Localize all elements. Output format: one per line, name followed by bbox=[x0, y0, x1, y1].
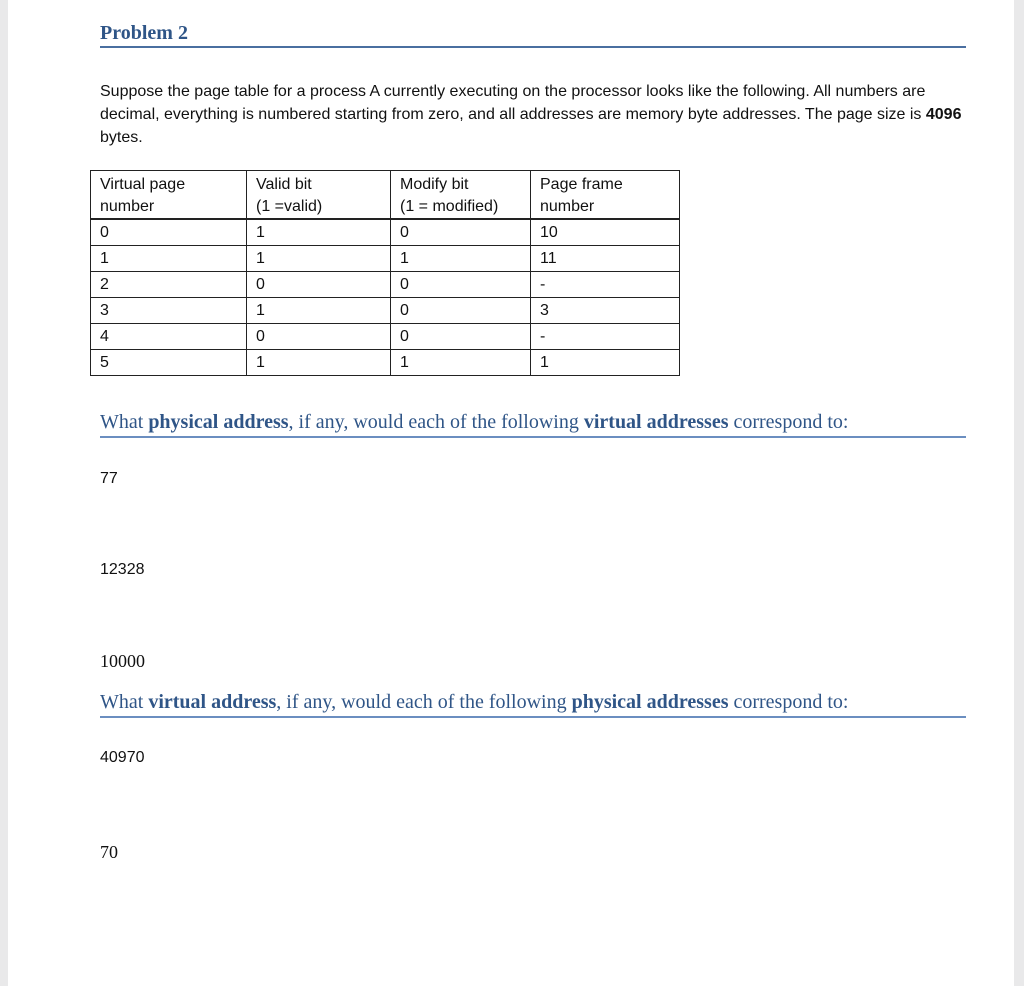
page-size-value: 4096 bbox=[925, 106, 962, 123]
table-cell: 1 bbox=[391, 246, 531, 272]
document-page bbox=[8, 0, 1014, 986]
table-cell: 0 bbox=[391, 324, 531, 350]
table-row bbox=[91, 246, 680, 272]
physical-address-2: 70 bbox=[100, 842, 118, 862]
table-cell: 0 bbox=[391, 219, 531, 246]
problem-heading bbox=[100, 22, 966, 48]
intro-text-1: Suppose the page table for a process A currently executing on the processor looks like the following. All numbers are decimal, everything is numbered starting from zero, and all addresses are memory byte addresses. The page size is bbox=[100, 83, 926, 123]
virtual-address-3: 10000 bbox=[100, 651, 145, 671]
intro-text-2: bytes. bbox=[100, 129, 143, 146]
virtual-address-2: 12328 bbox=[100, 561, 145, 578]
header-valid-bit: Valid bit (1 =valid) bbox=[247, 171, 391, 220]
table-cell: 1 bbox=[247, 246, 391, 272]
table-cell: 1 bbox=[391, 350, 531, 376]
table-row bbox=[91, 219, 680, 246]
table-cell: 0 bbox=[91, 219, 247, 246]
virtual-address-1: 77 bbox=[100, 470, 118, 487]
table-cell: 0 bbox=[391, 272, 531, 298]
table-cell: 1 bbox=[247, 350, 391, 376]
table-cell: - bbox=[531, 324, 680, 350]
header-page-frame: Page frame number bbox=[531, 171, 680, 220]
table-cell: 10 bbox=[531, 219, 680, 246]
table-cell: 1 bbox=[247, 298, 391, 324]
table-cell: 5 bbox=[91, 350, 247, 376]
table-cell: 2 bbox=[91, 272, 247, 298]
table-cell: - bbox=[531, 272, 680, 298]
table-cell: 11 bbox=[531, 246, 680, 272]
table-cell: 0 bbox=[247, 272, 391, 298]
table-cell: 0 bbox=[247, 324, 391, 350]
table-row bbox=[91, 272, 680, 298]
table-cell: 3 bbox=[531, 298, 680, 324]
table-header-row bbox=[91, 171, 680, 220]
question-virtual-address: What virtual address, if any, would each of the following physical addresses correspond to: bbox=[100, 690, 966, 718]
table-row bbox=[91, 324, 680, 350]
table-cell: 4 bbox=[91, 324, 247, 350]
header-virtual-page: Virtual page number bbox=[91, 171, 247, 220]
table-row bbox=[91, 350, 680, 376]
page-table bbox=[90, 170, 680, 376]
problem-title: Problem 2 bbox=[100, 22, 188, 44]
table-cell: 1 bbox=[247, 219, 391, 246]
physical-address-1: 40970 bbox=[100, 749, 145, 766]
intro-paragraph bbox=[100, 80, 966, 149]
question-physical-address: What physical address, if any, would each of the following virtual addresses correspond to: bbox=[100, 410, 966, 438]
table-cell: 3 bbox=[91, 298, 247, 324]
table-cell: 0 bbox=[391, 298, 531, 324]
table-cell: 1 bbox=[531, 350, 680, 376]
table-row bbox=[91, 298, 680, 324]
header-modify-bit: Modify bit (1 = modified) bbox=[391, 171, 531, 220]
table-cell: 1 bbox=[91, 246, 247, 272]
